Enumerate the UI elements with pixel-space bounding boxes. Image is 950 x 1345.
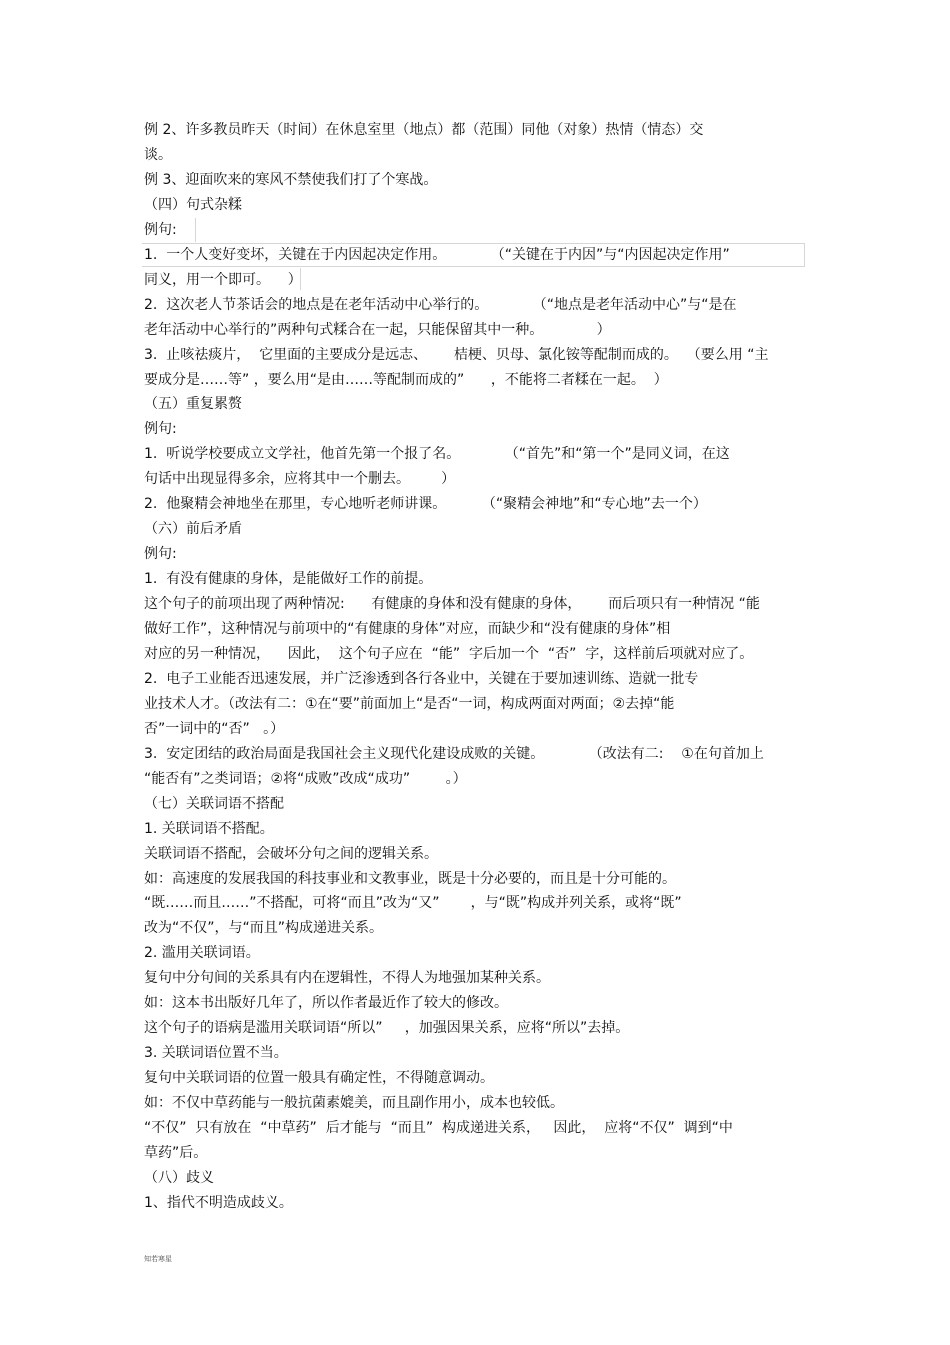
text-line: 如：高速度的发展我国的科技事业和文教事业，既是十分必要的，而且是十分可能的。 [144, 870, 676, 887]
text-line: 2. 滥用关联词语。 [144, 945, 260, 962]
text-line: 同义，用一个即可。 ） [144, 271, 302, 288]
text-line: 这个句子的前项出现了两种情况: 有健康的身体和没有健康的身体， 而后项只有一种情况 “能 [144, 596, 760, 613]
text-line: 2. 这次老人节茶话会的地点是在老年活动中心举行的。 （“地点是老年活动中心”与“是在 [144, 296, 737, 313]
text-line: （八）歧义 [144, 1169, 214, 1186]
text-line: 谈。 [144, 146, 172, 163]
text-line: 1. 有没有健康的身体，是能做好工作的前提。 [144, 571, 433, 588]
text-line: 3. 安定团结的政治局面是我国社会主义现代化建设成败的关键。 （改法有二: ①在句首加上 [144, 745, 764, 762]
text-line: 1. 听说学校要成立文学社，他首先第一个报了名。 （“首先”和“第一个”是同义词，在这 [144, 446, 730, 463]
text-line: 句话中出现显得多余，应将其中一个删去。 ） [144, 471, 456, 488]
table-border-top [195, 218, 196, 242]
text-line: “不仅” 只有放在 “中草药” 后才能与 “而且” 构成递进关系， 因此， 应将“不仅” 调到“中 [144, 1120, 733, 1136]
text-line: 3. 关联词语位置不当。 [144, 1045, 288, 1062]
text-line: （七）关联词语不搭配 [144, 795, 284, 812]
text-line: “能否有”之类词语；②将“成败”改成“成功” 。） [144, 770, 467, 787]
text-line: 对应的另一种情况， 因此， 这个句子应在 “能” 字后加一个 “否” 字，这样前后项就对应了。 [144, 645, 754, 662]
text-line: 如：不仅中草药能与一般抗菌素媲美，而且副作用小，成本也较低。 [144, 1095, 564, 1112]
text-line: 业技术人才。（改法有二：①在“要”前面加上“是否“一词，构成两面对两面；②去掉“能 [144, 695, 675, 712]
text-line: 关联词语不搭配，会破坏分句之间的逻辑关系。 [144, 845, 438, 862]
text-line: 2. 电子工业能否迅速发展，并广泛渗透到各行各业中，关键在于要加速训练、造就一批专 [144, 670, 699, 687]
text-line: （五）重复累赘 [144, 396, 242, 413]
text-line: 1. 一个人变好变坏，关键在于内因起决定作用。 （“关键在于内因”与“内因起决定作用” [144, 246, 730, 263]
text-line: 这个句子的语病是滥用关联词语“所以” ，加强因果关系，应将“所以”去掉。 [144, 1020, 630, 1037]
text-line: 草药”后。 [144, 1144, 208, 1161]
text-line: 3. 止咳祛痰片， 它里面的主要成分是远志、 桔梗、贝母、氯化铵等配制而成的。 （要么用 “主 [144, 346, 769, 363]
text-line: （四）句式杂糅 [144, 196, 242, 213]
text-line: 例句: [144, 221, 177, 238]
text-line: （六）前后矛盾 [144, 521, 242, 538]
text-line: 1. 关联词语不搭配。 [144, 820, 274, 837]
text-line: 如：这本书出版好几年了，所以作者最近作了较大的修改。 [144, 995, 508, 1012]
text-line: 要成分是……等” ，要么用“是由……等配制而成的” ，不能将二者糅在一起。 ） [144, 371, 668, 388]
text-line: 复句中分句间的关系具有内在逻辑性，不得人为地强加某种关系。 [144, 970, 550, 987]
text-line: 2. 他聚精会神地坐在那里，专心地听老师讲课。 （“聚精会神地”和“专心地”去一个） [144, 496, 707, 513]
text-line: 例句: [144, 546, 177, 563]
text-line: 老年活动中心举行的”两种句式糅合在一起，只能保留其中一种。 ） [144, 321, 611, 338]
text-line: 否”一词中的“否” 。） [144, 720, 285, 737]
text-line: “既……而且……”不搭配，可将“而且”改为“又” ，与“既”构成并列关系，或将“既” [144, 895, 682, 912]
text-line: 例 2、许多教员昨天（时间）在休息室里（地点）都（范围）同他（对象）热情（情态）交 [144, 122, 704, 138]
text-line: 做好工作”，这种情况与前项中的“有健康的身体”对应，而缺少和“没有健康的身体”相 [144, 621, 671, 637]
text-line: 1、指代不明造成歧义。 [144, 1194, 293, 1211]
text-line: 复句中关联词语的位置一般具有确定性，不得随意调动。 [144, 1070, 494, 1087]
text-line: 例 3、迎面吹来的寒风不禁使我们打了个寒战。 [144, 171, 438, 188]
page-footer: 知若寒星 [144, 1255, 172, 1263]
text-line: 例句: [144, 421, 177, 438]
text-line: 改为“不仅”，与“而且”构成递进关系。 [144, 920, 384, 937]
